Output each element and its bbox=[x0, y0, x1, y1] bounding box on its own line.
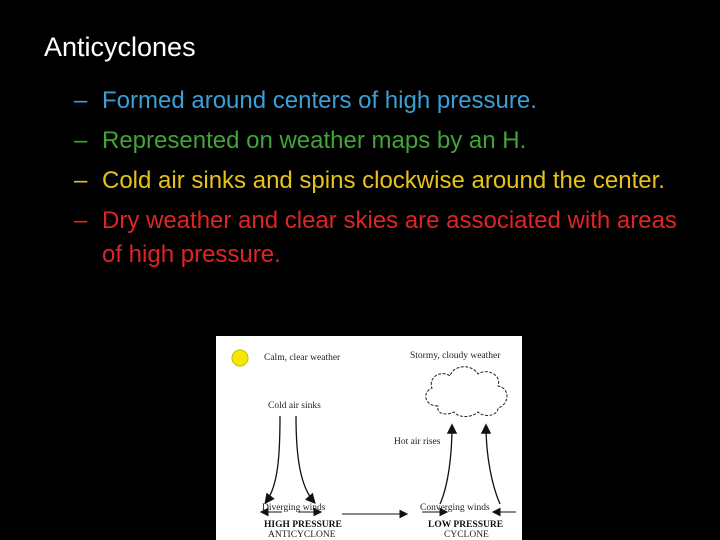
hot-air-label: Hot air rises bbox=[394, 437, 441, 447]
sinking-air-arrow-left bbox=[266, 416, 280, 502]
cyclone-label: CYCLONE bbox=[444, 530, 489, 540]
bullet-list bbox=[74, 84, 684, 278]
stormy-weather-label: Stormy, cloudy weather bbox=[410, 351, 501, 361]
low-pressure-label: LOW PRESSURE bbox=[428, 520, 504, 530]
bullet-item bbox=[74, 84, 684, 118]
bullet-dash: – bbox=[74, 167, 88, 194]
bullet-dash: – bbox=[74, 207, 88, 234]
high-pressure-label: HIGH PRESSURE bbox=[264, 520, 342, 530]
rising-air-arrow-right bbox=[486, 426, 500, 504]
anticyclone-label: ANTICYCLONE bbox=[268, 530, 336, 540]
bullet-text: Represented on weather maps by an H. bbox=[102, 127, 527, 154]
diverging-winds-label: Diverging winds bbox=[262, 503, 326, 513]
bullet-item bbox=[74, 164, 684, 198]
bullet-dash: – bbox=[74, 87, 88, 114]
slide-title: Anticyclones bbox=[44, 32, 196, 62]
cold-air-label: Cold air sinks bbox=[268, 401, 321, 411]
sinking-air-arrow-right bbox=[296, 416, 314, 502]
bullet-item bbox=[74, 124, 684, 158]
calm-weather-label: Calm, clear weather bbox=[264, 353, 341, 363]
converging-winds-label: Converging winds bbox=[420, 503, 490, 513]
cloud-icon bbox=[426, 367, 507, 417]
bullet-text: Dry weather and clear skies are associated with areas of high pressure. bbox=[102, 207, 677, 268]
pressure-diagram-svg bbox=[216, 336, 522, 540]
sun-icon bbox=[232, 350, 248, 366]
rising-air-arrow-left bbox=[440, 426, 452, 504]
bullet-dash: – bbox=[74, 127, 88, 154]
pressure-diagram bbox=[216, 336, 522, 540]
bullet-text: Cold air sinks and spins clockwise around the center. bbox=[102, 167, 665, 194]
bullet-item bbox=[74, 204, 684, 272]
bullet-text: Formed around centers of high pressure. bbox=[102, 87, 537, 114]
